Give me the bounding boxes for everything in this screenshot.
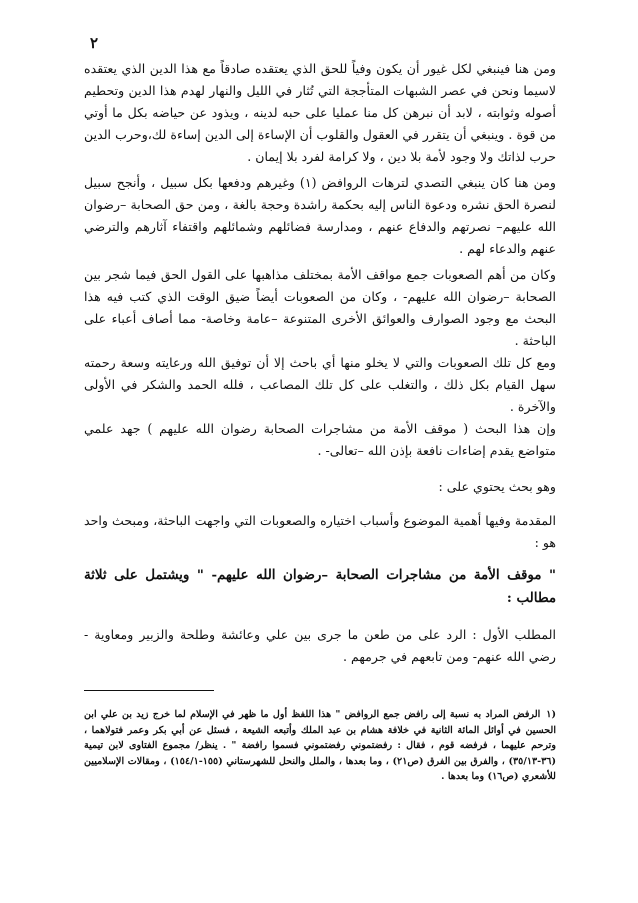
paragraph-research-description: وإن هذا البحث ( موقف الأمة من مشاجرات الصحابة رضوان الله عليهم ) جهد علمي متواضع يقدم إضاءات نافعة بإذن الله –تعالى- . [84, 421, 556, 458]
paragraph-intro-defense: ومن هنا فينبغي لكل غيور أن يكون وفياً للحق الذي يعتقده صادقاً مع هذا الدين الذي يعتقده لاسيما ونحن في عصر الشبهات المتأججة التي تُثار في الليل والنهار لهدم هذا الدين وتحطيم أصوله وثوابته ، لابد أن نبرهن كل منا عمليا على حبه لدينه ، ويذود عن حياضه بكل ما أوتي من قوة . وينبغي أن يتقرر في العقول والقلوب أن الإساءة إلى الدين إساءة لك،وحرب الدين حرب لذاتك ولا وجود لأمة بلا دين ، ولا كرامة لفرد بلا إيمان . [84, 61, 556, 164]
paragraph-introduction-section: المقدمة وفيها أهمية الموضوع وأسباب اختياره والصعوبات التي واجهت الباحثة، ومبحث واحد هو : [84, 513, 556, 550]
paragraph-main-topic: " موقف الأمة من مشاجرات الصحابة –رضوان الله عليهم- " ويشتمل على ثلاثة مطالب : [84, 567, 556, 606]
footnote-text: الرفض المراد به نسبة إلى رافض جمع الروافض " هذا اللفظ أول ما ظهر في الإسلام لما خرج زيد بن علي ابن الحسين في أوائل المائة الثانية في خلافة هشام بن عبد الملك وأتبعه الشيعة ، فسئل عن أبي بكر وعمر فتولاهما ، وترحم عليهما ، فرفضه قوم ، فقال : رفضتموني رفضتموني فسموا رافضة " . ينظر/ مجموع الفتاوى لابن تيمية (٣٦-٣٥/١٣) ، والفرق بين الفرق (ص٢١) ، وما بعدها ، والملل والنحل للشهرستاني (١٥٥-١٥٤/١) ، ومقالات الإسلاميين للأشعري (ص١٦) وما بعدها . [84, 709, 556, 782]
footnote-separator [84, 690, 214, 691]
footnote [84, 707, 556, 785]
document-body [84, 58, 556, 785]
page-number: ٢ [90, 36, 99, 52]
paragraph-contents-intro: وهو بحث يحتوي على : [438, 479, 556, 494]
footnote-marker: (١ [546, 709, 556, 720]
paragraph-first-section: المطلب الأول : الرد على من طعن ما جرى بين علي وعائشة وطلحة والزبير ومعاوية - رضي الله عنهم- ومن تابعهم في جرمهم . [84, 627, 556, 664]
paragraph-gratitude: ومع كل تلك الصعوبات والتي لا يخلو منها أي باحث إلا أن توفيق الله ورعايته وسعة رحمته سهل القيام بكل ذلك ، والتغلب على كل تلك المصاعب ، فلله الحمد والشكر في الأولى والآخرة . [84, 355, 556, 414]
paragraph-difficulties: وكان من أهم الصعوبات جمع مواقف الأمة بمختلف مذاهبها على القول الحق فيما شجر بين الصحابة –رضوان الله عليهم- ، وكان من الصعوبات أيضاً ضيق الوقت الذي كتب فيه هذا البحث مع وجود الصوارف والعوائق الأخرى المتنوعة –عامة وخاصة- مما أصاف أعباء على الباحثة . [84, 267, 556, 348]
paragraph-confronting-rawafid: ومن هنا كان ينبغي التصدي لترهات الروافض (١) وغيرهم ودفعها بكل سبيل ، وأنجح سبيل لنصرة الحق نشره ودعوة الناس إليه بحكمة راشدة وحجة بالغة ، ومن حق الصحابة –رضوان الله عليهم– نصرتهم والدفاع عنهم ، ومدارسة فضائلهم وشمائلهم واقتفاء آثارهم والترضي عنهم والدعاء لهم . [84, 175, 556, 256]
